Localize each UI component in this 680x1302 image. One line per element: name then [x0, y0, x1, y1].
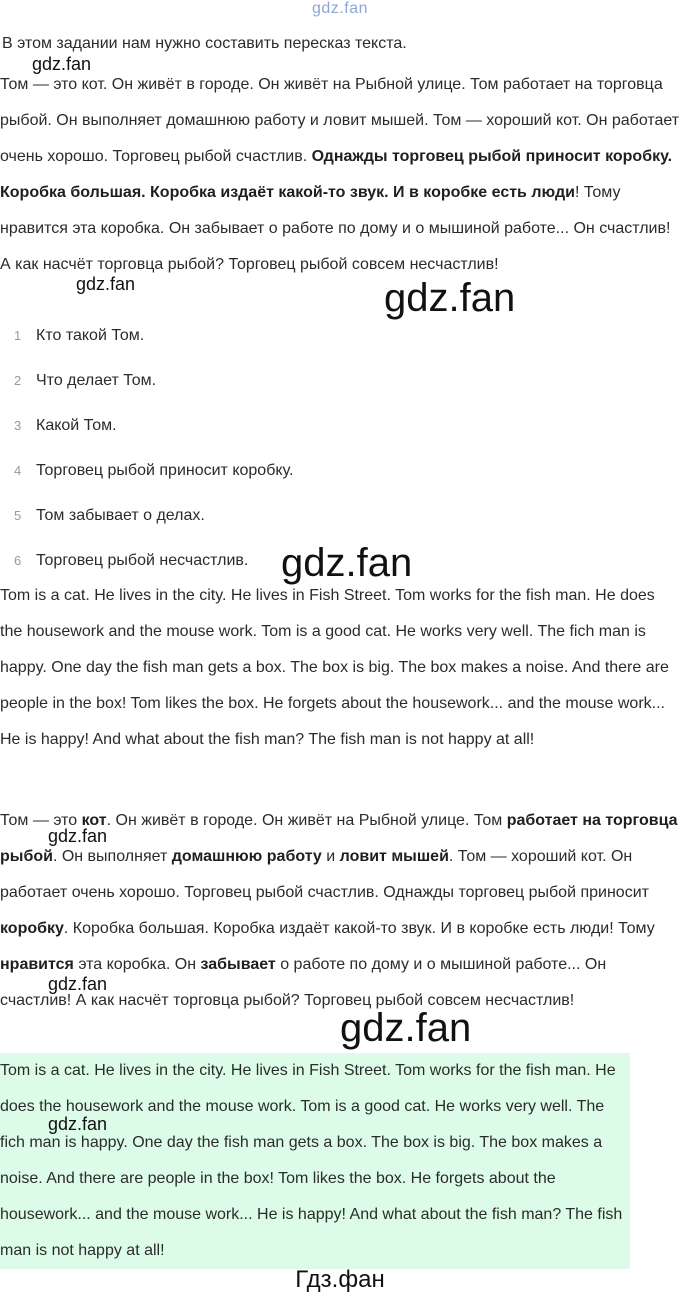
watermark: gdz.fan — [384, 276, 516, 320]
watermark: gdz.fan — [48, 826, 108, 846]
watermark: gdz.fan — [32, 54, 92, 74]
russian-text-paragraph — [0, 67, 680, 283]
intro-text: В этом задании нам нужно составить пересказ текста. — [2, 35, 407, 52]
header-watermark: gdz.fan — [312, 0, 368, 17]
bold-word: забывает — [200, 956, 276, 973]
list-number: 4 — [14, 463, 22, 478]
list-item — [0, 363, 680, 408]
list-item — [0, 408, 680, 453]
list-number: 2 — [14, 373, 22, 388]
list-text: Какой Том. — [36, 417, 117, 434]
watermark: gdz.fan — [48, 974, 108, 994]
bold-word: коробку — [0, 920, 64, 937]
text-part: эта коробка. Он — [73, 956, 201, 973]
list-text: Торговец рыбой приносит коробку. — [36, 462, 294, 479]
text-part: о работе по дому и о мышиной работе... Он счастлив! А как насчёт торговца рыбой? Торговец рыбой совсем несчастлив! — [0, 956, 607, 1009]
text-part: . Он живёт в городе. Он живёт на Рыбной улице. Том — [106, 812, 507, 829]
russian-text-part: ! Тому нравится эта коробка. Он забывает о работе по дому и о мышиной работе... Он счастлив! А как насчёт торговца рыбой? Торговец рыбой совсем несчастлив! — [0, 184, 671, 273]
text-part: Том — это — [0, 812, 82, 829]
list-number: 5 — [14, 508, 22, 523]
text-part: . Коробка большая. Коробка издаёт какой-то звук. И в коробке есть люди! Тому — [63, 920, 655, 937]
text-part: и — [321, 848, 340, 865]
watermark: gdz.fan — [281, 541, 413, 585]
list-number: 3 — [14, 418, 22, 433]
bold-word: кот — [81, 812, 107, 829]
list-number: 1 — [14, 328, 22, 343]
text-part: . Он выполняет — [52, 848, 172, 865]
list-item — [0, 318, 680, 363]
text-part: . Том — хороший кот. Он работает очень хорошо. Торговец рыбой счастлив. Однажды торговец рыбой приносит — [0, 848, 649, 901]
bold-word: работает на торговца рыбой — [0, 812, 678, 865]
list-text: Том забывает о делах. — [36, 507, 205, 524]
bold-word: нравится — [0, 956, 74, 973]
bold-word: ловит мышей — [339, 848, 449, 865]
list-item — [0, 453, 680, 498]
list-number: 6 — [14, 553, 22, 568]
footer-watermark: Гдз.фан — [295, 1266, 385, 1293]
english-answer-highlighted: Tom is a cat. He lives in the city. He lives in Fish Street. Tom works for the fish man. He does the housework and the mouse work. Tom is a good cat. He works very well. The fich man is happy. One day the fish man gets a box. The box is big. The box makes a noise. And there are people in the box! Tom likes the box. He forgets about the housework... and the mouse work... He is happy! And what about the fish man? The fish man is not happy at all! — [0, 1053, 630, 1269]
list-item — [0, 498, 680, 543]
bold-word: домашнюю работу — [171, 848, 322, 865]
russian-text-part: Том — это кот. Он живёт в городе. Он живёт на Рыбной улице. Том работает на торговца рыбой. Он выполняет домашнюю работу и ловит мышей. Том — хороший кот. Он работает очень хорошо. Торговец рыбой счастлив. — [0, 76, 680, 165]
watermark: gdz.fan — [340, 1006, 472, 1050]
watermark: gdz.fan — [76, 274, 136, 294]
list-text: Что делает Том. — [36, 372, 157, 389]
russian-text-bold: Однажды торговец рыбой приносит коробку. Коробка большая. Коробка издаёт какой-то звук. И в коробке есть люди — [0, 148, 673, 201]
list-text: Кто такой Том. — [36, 327, 145, 344]
english-text-paragraph: Tom is a cat. He lives in the city. He lives in Fish Street. Tom works for the fish man. He does the housework and the mouse work. Tom is a good cat. He works very well. The fich man is happy. One day the fish man gets a box. The box is big. The box makes a noise. And there are people in the box! Tom likes the box. He forgets about the housework... and the mouse work... He is happy! And what about the fish man? The fish man is not happy at all! — [0, 587, 669, 748]
list-text: Торговец рыбой несчастлив. — [36, 552, 249, 569]
watermark: gdz.fan — [48, 1114, 108, 1134]
